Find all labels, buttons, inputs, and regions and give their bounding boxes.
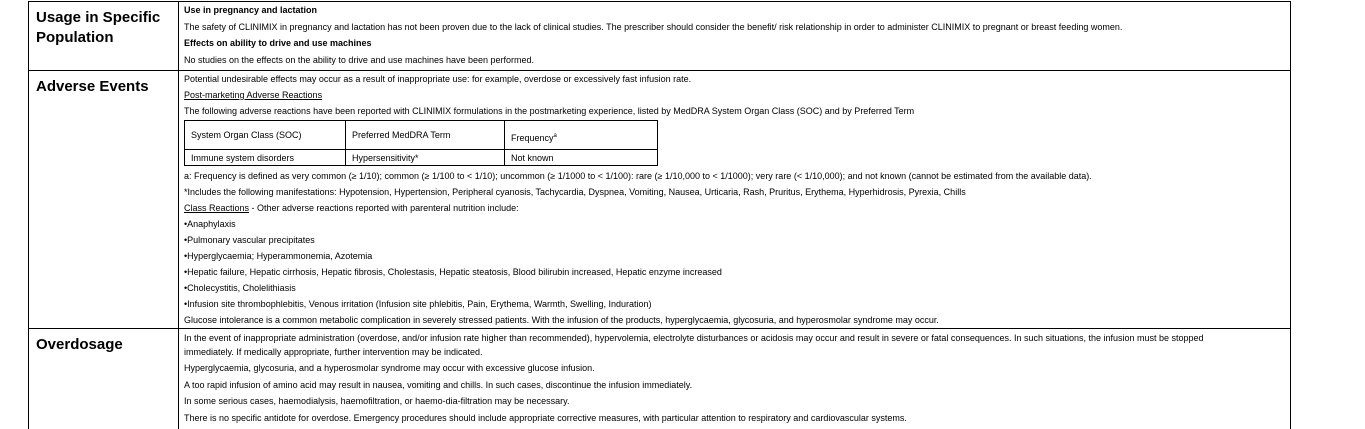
paragraph: No studies on the effects on the ability to drive and use machines have been performed. bbox=[184, 54, 535, 65]
paragraph: The safety of CLINIMIX in pregnancy and lactation has not been proven due to the lack of clinical studies. The prescriber should consider the benefit/ risk relationship in order to administer CLINIMIX to pregnant or breast feeding women. bbox=[184, 21, 1123, 32]
paragraph: There is no specific antidote for overdose. Emergency procedures should include appropriate corrective measures, with particular attention to respiratory and cardiovascular systems. bbox=[184, 412, 907, 423]
paragraph: A too rapid infusion of amino acid may result in nausea, vomiting and chills. In such cases, discontinue the infusion immediately. bbox=[184, 379, 693, 390]
paragraph: Hyperglycaemia, glycosuria, and a hyperosmolar syndrome may occur with excessive glucose infusion. bbox=[184, 363, 595, 373]
adverse-reactions-table bbox=[184, 120, 658, 166]
list-item: •Hepatic failure, Hepatic cirrhosis, Hepatic fibrosis, Cholestasis, Hepatic steatosis, Blood bilirubin increased, Hepatic enzyme increased bbox=[184, 267, 722, 277]
list-item: •Hyperglycaemia; Hyperammonemia, Azotemia bbox=[184, 251, 373, 261]
footnote-marker: a bbox=[553, 133, 557, 139]
section-heading: Overdosage bbox=[29, 329, 179, 429]
class-reactions bbox=[184, 200, 1290, 216]
frequency-label: Frequency bbox=[511, 133, 554, 143]
cell-frequency: Not known bbox=[505, 150, 658, 166]
paragraph: immediately. If medically appropriate, further intervention may be indicated. bbox=[184, 347, 483, 357]
header-term: Preferred MedDRA Term bbox=[346, 121, 505, 150]
subheading-postmarketing: Post-marketing Adverse Reactions bbox=[184, 90, 323, 100]
list-item: •Cholecystitis, Cholelithiasis bbox=[184, 283, 296, 293]
section-overdosage bbox=[29, 329, 1290, 429]
list-item: •Anaphylaxis bbox=[184, 219, 236, 229]
cell-soc: Immune system disorders bbox=[185, 150, 346, 166]
section-usage-specific-population bbox=[29, 2, 1290, 71]
class-reactions-heading: Class Reactions bbox=[184, 203, 250, 213]
section-heading: Adverse Events bbox=[29, 71, 179, 328]
section-adverse-events bbox=[29, 71, 1290, 329]
table-row bbox=[185, 150, 658, 166]
section-content bbox=[179, 71, 1290, 328]
cell-term: Hypersensitivity* bbox=[346, 150, 505, 166]
class-reactions-intro: - Other adverse reactions reported with parenteral nutrition include: bbox=[249, 203, 519, 213]
subheading-driving: Effects on ability to drive and use machines bbox=[184, 38, 372, 49]
header-soc: System Organ Class (SOC) bbox=[185, 121, 346, 150]
header-frequency bbox=[505, 121, 658, 150]
paragraph: In the event of inappropriate administration (overdose, and/or infusion rate higher than recommended), hypervolemia, electrolyte disturbances or acidosis may occur and result in severe or fatal consequences. In such situations, the infusion must be stopped bbox=[184, 333, 1204, 343]
section-heading: Usage in Specific Population bbox=[29, 2, 179, 70]
section-content bbox=[179, 2, 1290, 70]
subheading-pregnancy: Use in pregnancy and lactation bbox=[184, 5, 318, 15]
paragraph: Potential undesirable effects may occur as a result of inappropriate use: for example, overdose or excessively fast infusion rate. bbox=[184, 74, 692, 84]
paragraph: In some serious cases, haemodialysis, haemofiltration, or haemo-dia-filtration may be necessary. bbox=[184, 396, 570, 407]
paragraph: The following adverse reactions have been reported with CLINIMIX formulations in the postmarketing experience, listed by MedDRA System Organ Class (SOC) and by Preferred Term bbox=[184, 106, 915, 116]
section-content bbox=[179, 329, 1290, 429]
footnote-a: a: Frequency is defined as very common (≥ 1/10); common (≥ 1/100 to < 1/10); uncommon (≥ 1/1000 to < 1/100): rare (≥ 1/10,000 to < 1/1000); very rare (< 1/10,000); and not known (cannot be estimated from the available data). bbox=[184, 171, 1092, 181]
table-header-row bbox=[185, 121, 658, 150]
paragraph: Glucose intolerance is a common metabolic complication in severely stressed patients. With the infusion of the products, hyperglycaemia, glycosuria, and hyperosmolar syndrome may occur. bbox=[184, 315, 939, 325]
monograph-table bbox=[28, 1, 1291, 429]
list-item: •Infusion site thrombophlebitis, Venous irritation (Infusion site phlebitis, Pain, Erythema, Warmth, Swelling, Induration) bbox=[184, 299, 652, 309]
footnote-star: *Includes the following manifestations: Hypotension, Hypertension, Peripheral cyanosis, Tachycardia, Dyspnea, Vomiting, Nausea, Urticaria, Rash, Pruritus, Erythema, Hyperhidrosis, Pyrexia, Chills bbox=[184, 187, 966, 197]
list-item: •Pulmonary vascular precipitates bbox=[184, 235, 315, 245]
